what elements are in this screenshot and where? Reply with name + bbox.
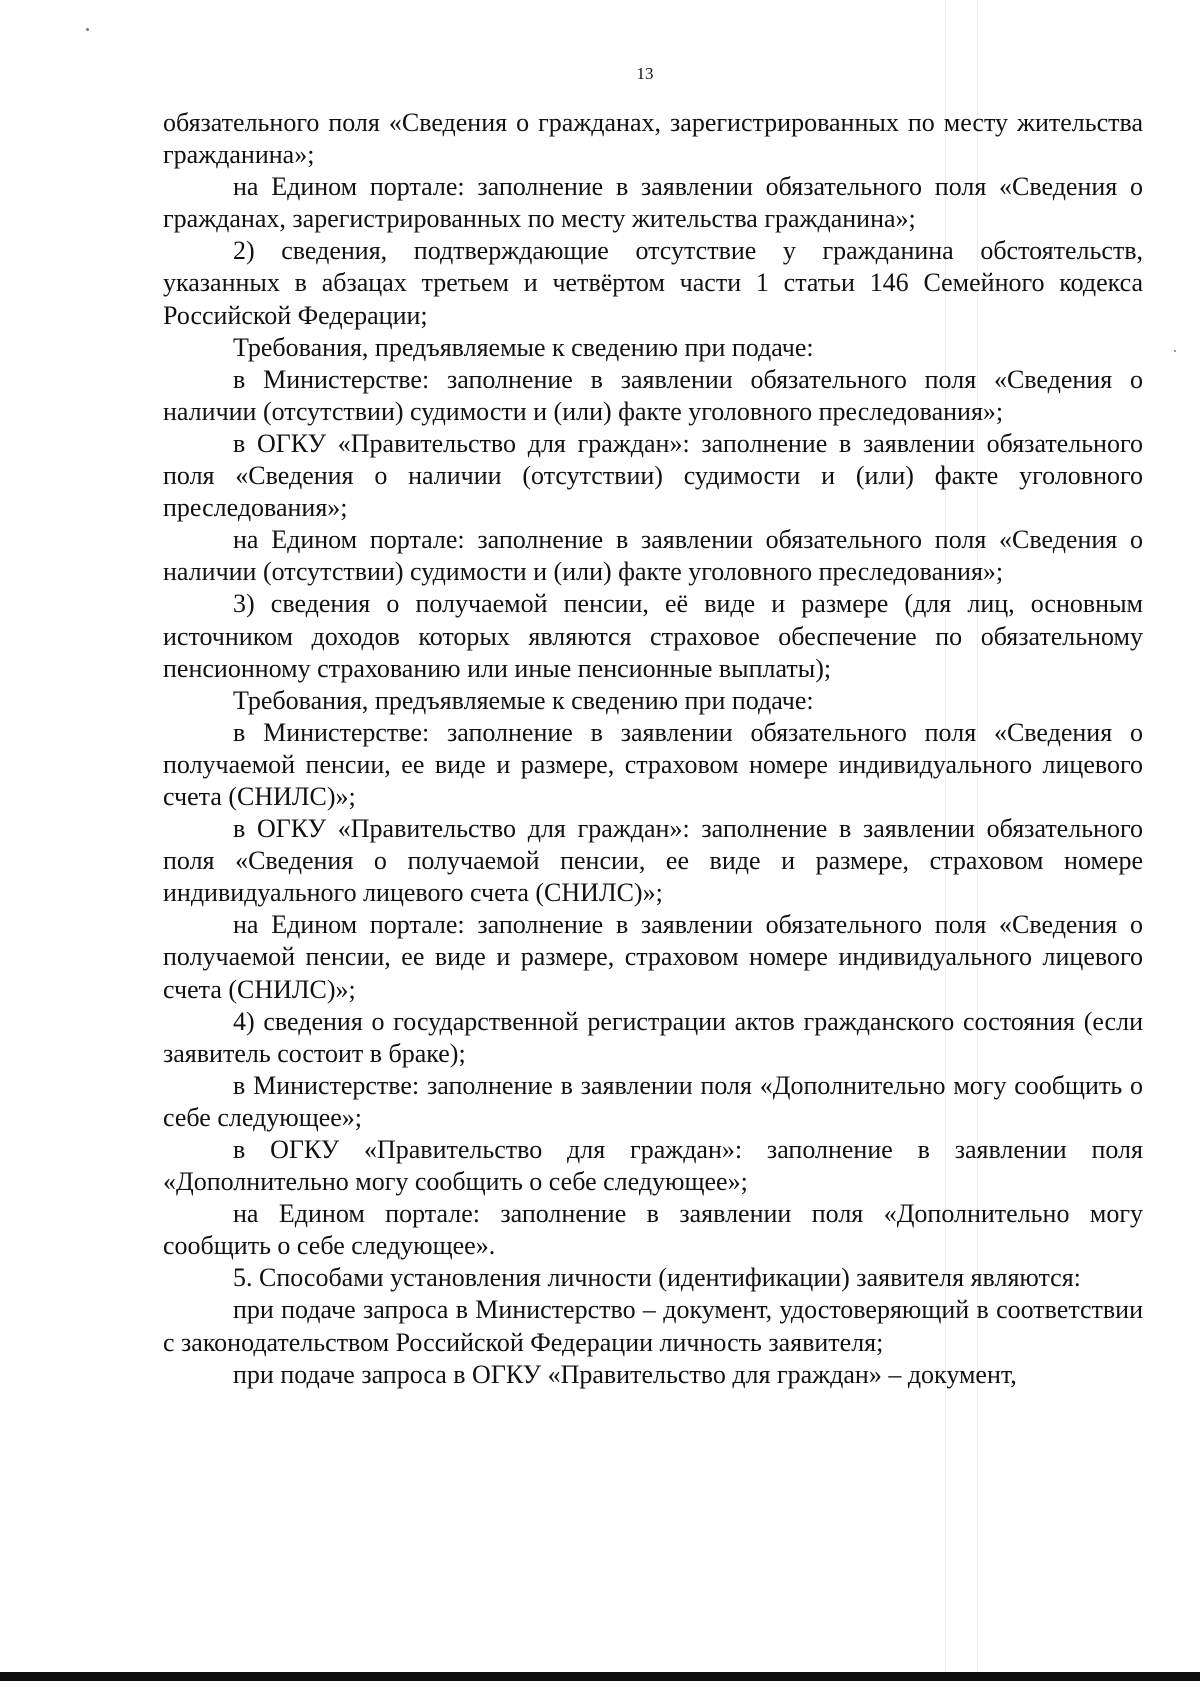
paragraph: 2) сведения, подтверждающие отсутствие у гражданина обстоятельств, указанных в абзацах третьем и четвёртом части 1 статьи 146 Семейного кодекса Российской Федерации; (163, 236, 1143, 330)
paragraph: на Едином портале: заполнение в заявлении поля «Дополнительно могу сообщить о себе следующее». (163, 1199, 1143, 1261)
scan-speck (1174, 350, 1176, 352)
paragraph: в ОГКУ «Правительство для граждан»: заполнение в заявлении поля «Дополнительно могу сообщить о себе следующее»; (163, 1135, 1143, 1197)
paragraph: при подаче запроса в Министерство – документ, удостоверяющий в соответствии с законодательством Российской Федерации личность заявителя; (163, 1295, 1143, 1357)
paragraph: в ОГКУ «Правительство для граждан»: заполнение в заявлении обязательного поля «Сведения о наличии (отсутствии) судимости и (или) факте уголовного преследования»; (163, 428, 1143, 523)
page-number: 13 (636, 64, 654, 83)
paragraph: 3) сведения о получаемой пенсии, её виде и размере (для лиц, основным источником доходов которых являются страховое обеспечение по обязательному пенсионному страхованию или иные пенсионные выплаты); (163, 589, 1143, 683)
scan-bottom-border (0, 1672, 1200, 1681)
paragraph: в Министерстве: заполнение в заявлении обязательного поля «Сведения о наличии (отсутствии) судимости и (или) факте уголовного преследования»; (163, 364, 1143, 426)
paragraph: Требования, предъявляемые к сведению при подаче: (233, 685, 814, 715)
paragraph: обязательного поля «Сведения о гражданах, зарегистрированных по месту жительства гражданина»; (163, 108, 1143, 170)
paragraph: в Министерстве: заполнение в заявлении поля «Дополнительно могу сообщить о себе следующее»; (163, 1070, 1143, 1132)
paragraph: 5. Способами установления личности (идентификации) заявителя являются: (233, 1263, 1081, 1293)
scan-speck (86, 28, 89, 31)
paragraph: 4) сведения о государственной регистрации актов гражданского состояния (если заявитель состоит в браке); (163, 1006, 1143, 1068)
document-body (163, 107, 1143, 1391)
paragraph: на Едином портале: заполнение в заявлении обязательного поля «Сведения о наличии (отсутствии) судимости и (или) факте уголовного преследования»; (163, 525, 1143, 587)
paragraph: при подаче запроса в ОГКУ «Правительство для граждан» – документ, (233, 1359, 1017, 1389)
paragraph: в ОГКУ «Правительство для граждан»: заполнение в заявлении обязательного поля «Сведения о получаемой пенсии, ее виде и размере, страховом номере индивидуального лицевого счета (СНИЛС)»; (163, 814, 1143, 908)
paragraph: в Министерстве: заполнение в заявлении обязательного поля «Сведения о получаемой пенсии, ее виде и размере, страховом номере индивидуального лицевого счета (СНИЛС)»; (163, 717, 1143, 811)
paragraph: на Едином портале: заполнение в заявлении обязательного поля «Сведения о гражданах, зарегистрированных по месту жительства гражданина»; (163, 172, 1143, 234)
paragraph: на Едином портале: заполнение в заявлении обязательного поля «Сведения о получаемой пенсии, ее виде и размере, страховом номере индивидуального лицевого счета (СНИЛС)»; (163, 910, 1143, 1004)
paragraph: Требования, предъявляемые к сведению при подаче: (233, 332, 814, 362)
